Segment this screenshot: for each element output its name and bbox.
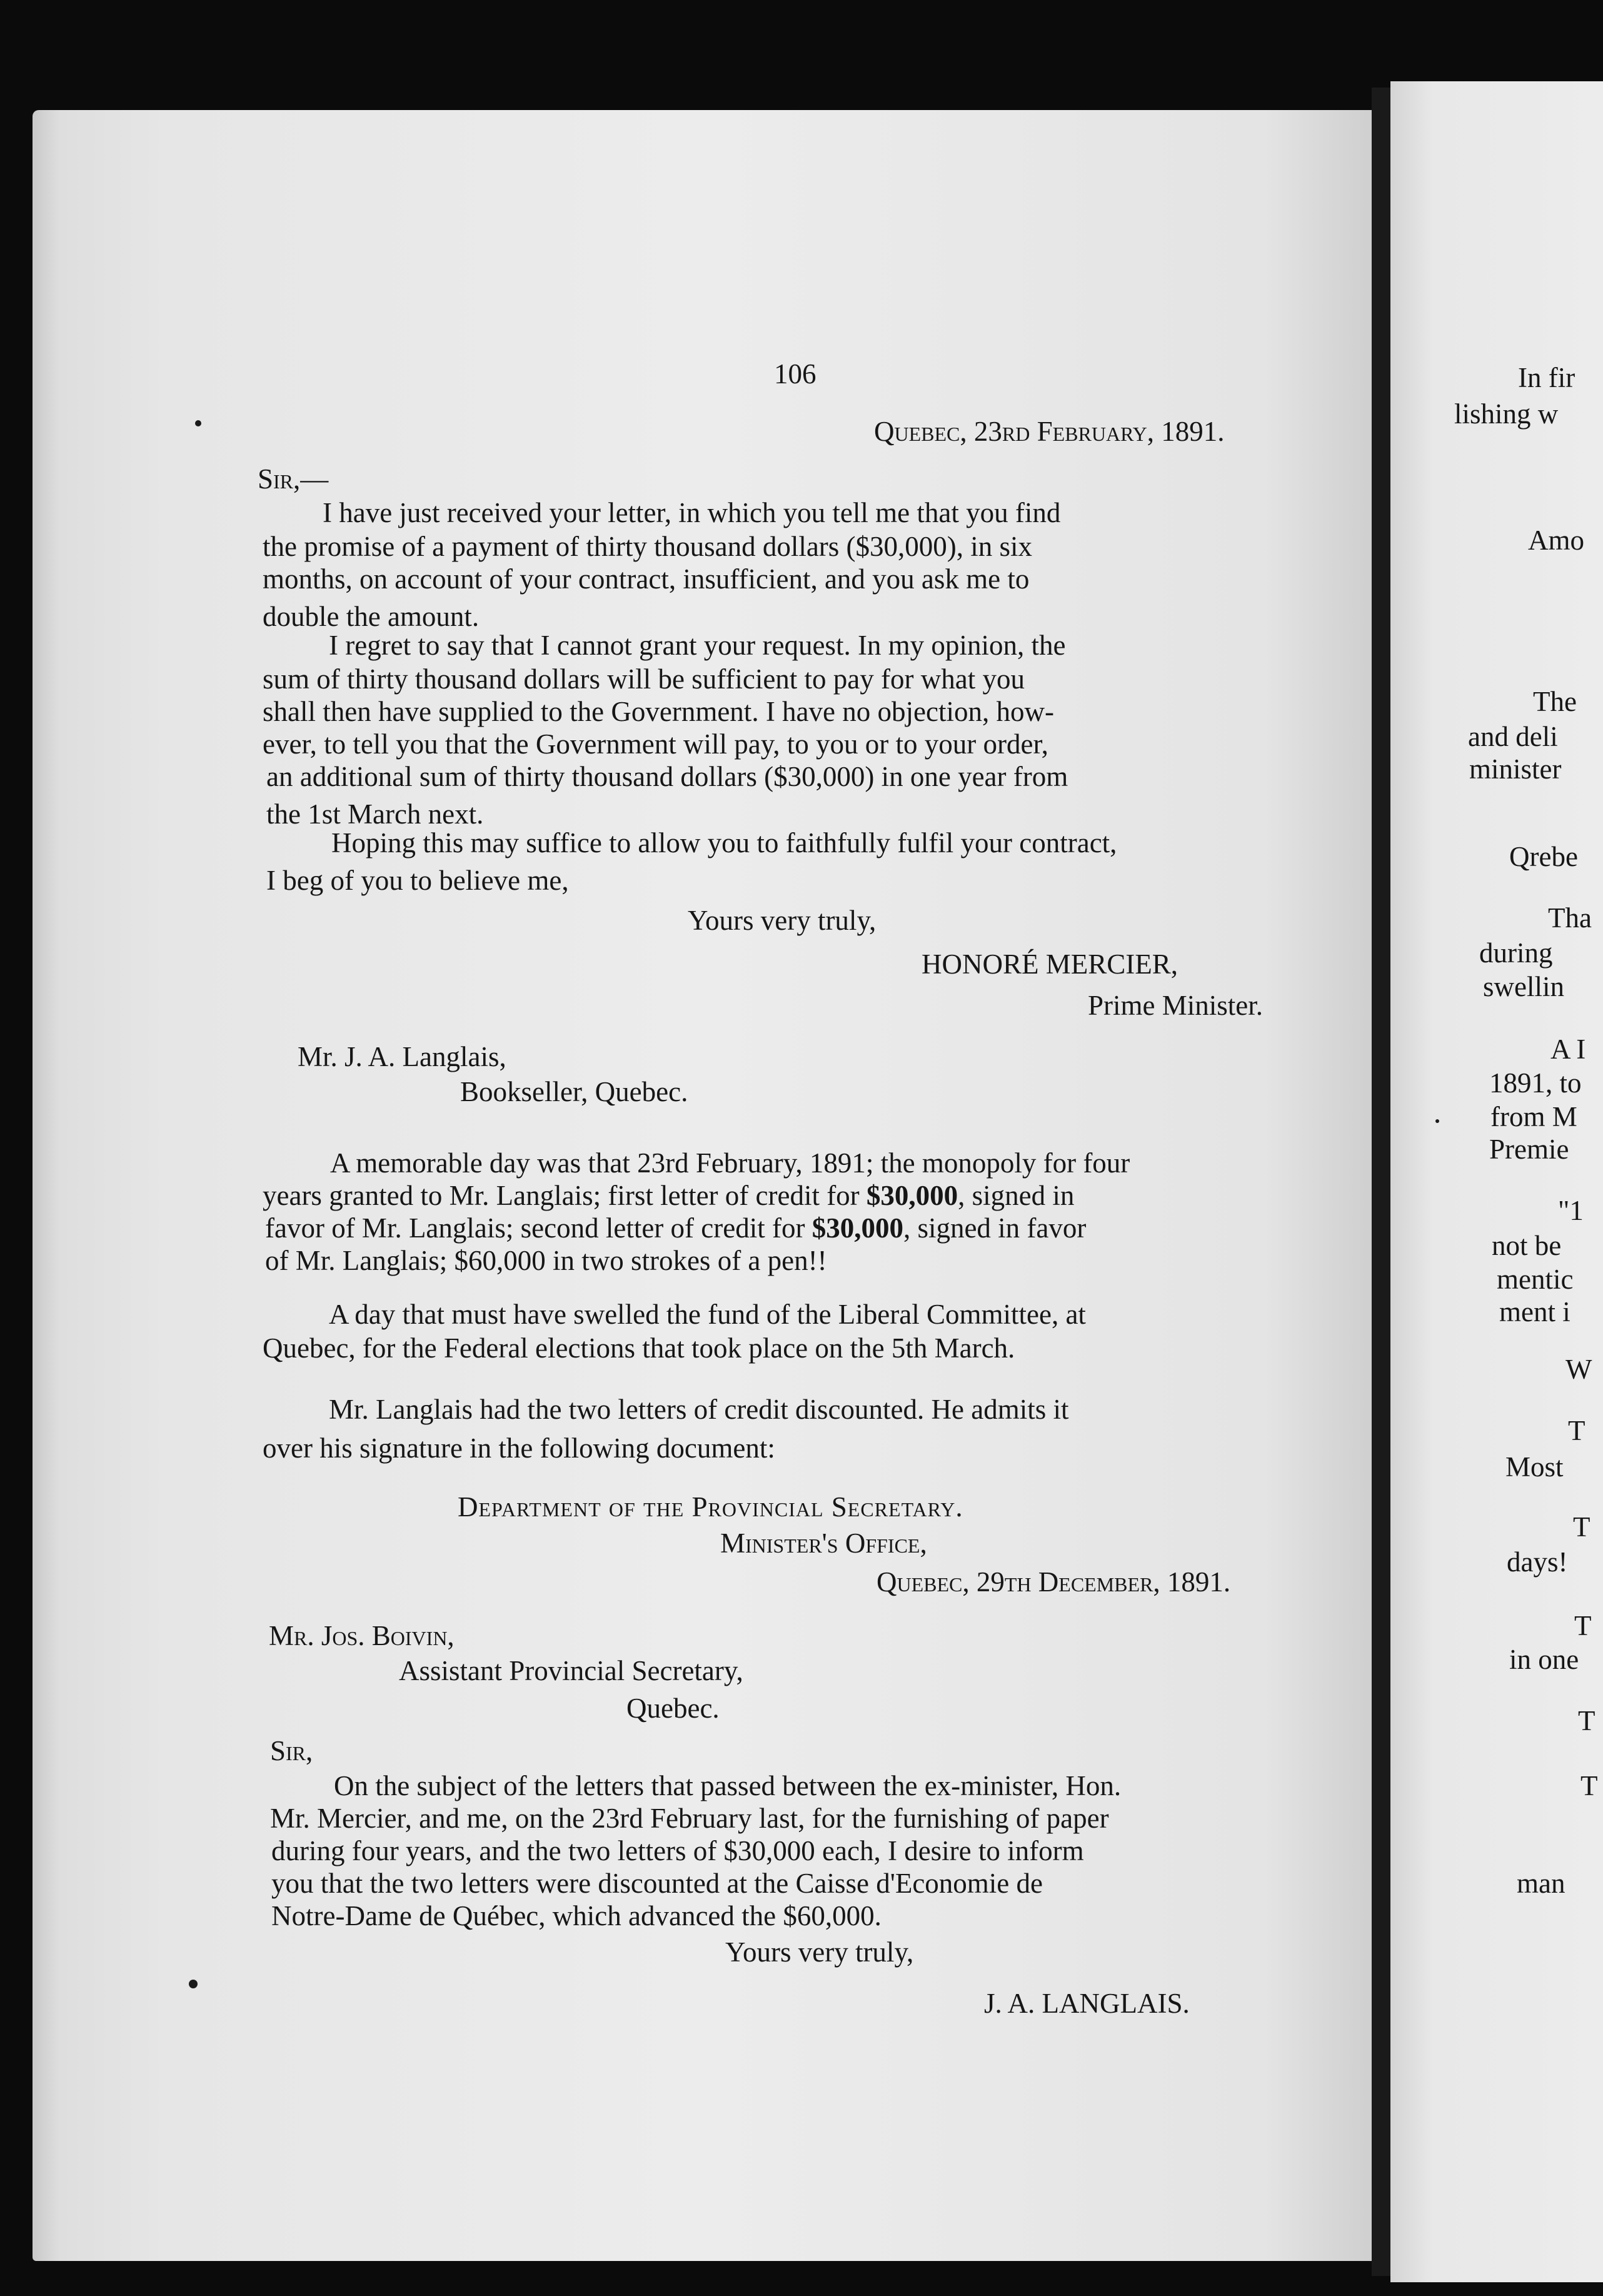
facing-page-fragment: Most — [1505, 1451, 1564, 1483]
facing-page-fragment: "1 — [1558, 1195, 1584, 1226]
facing-page-fragment: days! — [1507, 1546, 1568, 1578]
letter1-signature: HONORÉ MERCIER, — [922, 949, 1178, 980]
letter1-line: an additional sum of thirty thousand dollars ($30,000) in one year from — [266, 761, 1068, 792]
facing-page-fragment: The — [1533, 686, 1577, 717]
facing-page-fragment: Tha — [1548, 902, 1592, 934]
paragraph1-line — [265, 1214, 1086, 1242]
letter2-office-header: Minister's Office, — [720, 1528, 927, 1559]
paragraph1-line — [263, 1182, 1074, 1210]
letter1-line: ever, to tell you that the Government will pay, to you or to your order, — [263, 728, 1048, 760]
letter2-addressee-name: Mr. Jos. Boivin, — [269, 1620, 455, 1651]
facing-page-fragment: Qrebe — [1509, 841, 1578, 872]
facing-page-fragment: W — [1565, 1354, 1592, 1385]
letter1-line: sum of thirty thousand dollars will be sufficient to pay for what you — [263, 663, 1025, 695]
facing-page-fragment: Premie — [1489, 1134, 1569, 1165]
facing-page-fragment: in one — [1509, 1644, 1579, 1675]
letter2-signature: J. A. LANGLAIS. — [984, 1988, 1190, 2019]
letter1-line: Hoping this may suffice to allow you to faithfully fulfil your contract, — [331, 827, 1117, 858]
paragraph1-line: of Mr. Langlais; $60,000 in two strokes of a pen!! — [265, 1245, 827, 1276]
facing-page-fragment: T — [1578, 1705, 1595, 1736]
letter1-closing: Yours very truly, — [688, 905, 877, 936]
letter1-line: I beg of you to believe me, — [266, 865, 569, 896]
letter1-line: double the amount. — [263, 601, 480, 632]
paragraph1-text: , signed in favor — [903, 1212, 1087, 1244]
letter1-dateline: Quebec, 23rd February, 1891. — [874, 416, 1225, 447]
letter1-line: I regret to say that I cannot grant your request. In my opinion, the — [329, 630, 1066, 661]
letter2-line: during four years, and the two letters of $30,000 each, I desire to inform — [271, 1835, 1084, 1866]
letter2-addressee-city: Quebec. — [626, 1693, 720, 1724]
facing-page-fragment: T — [1573, 1511, 1590, 1543]
facing-page-fragment: man — [1517, 1868, 1565, 1899]
letter2-line: Notre-Dame de Québec, which advanced the $60,000. — [271, 1900, 882, 1931]
letter1-line: the promise of a payment of thirty thousand dollars ($30,000), in six — [263, 531, 1033, 562]
facing-page-fragment: In fir — [1518, 362, 1575, 393]
facing-page-fragment: during — [1479, 937, 1553, 969]
paragraph1-text: years granted to Mr. Langlais; first letter of credit for — [263, 1180, 867, 1211]
facing-page-fragment: 1891, to — [1489, 1067, 1582, 1099]
letter1-salutation: Sir,— — [258, 463, 329, 495]
letter1-line: shall then have supplied to the Government. I have no objection, how- — [263, 696, 1054, 727]
letter1-line: months, on account of your contract, insufficient, and you ask me to — [263, 563, 1030, 595]
facing-page-fragment: Amo — [1528, 525, 1584, 556]
facing-page-fragment: and deli — [1468, 721, 1558, 752]
scan-speck — [189, 1980, 198, 1988]
letter1-line: I have just received your letter, in which you tell me that you find — [323, 497, 1061, 528]
paragraph2-line: A day that must have swelled the fund of the Liberal Committee, at — [329, 1299, 1086, 1330]
facing-page-fragment: A I — [1550, 1034, 1586, 1065]
credit-amount: $30,000 — [812, 1212, 903, 1244]
paragraph3-line: over his signature in the following document: — [263, 1432, 775, 1464]
letter2-salutation: Sir, — [270, 1735, 313, 1766]
paragraph3-line: Mr. Langlais had the two letters of credit discounted. He admits it — [329, 1394, 1069, 1425]
letter2-addressee-title: Assistant Provincial Secretary, — [399, 1655, 743, 1686]
facing-page-fragment: T — [1580, 1770, 1598, 1801]
scan-speck — [195, 420, 201, 426]
facing-page-fragment: ment i — [1499, 1296, 1570, 1327]
letter1-line: the 1st March next. — [266, 798, 484, 830]
facing-page-fragment: lishing w — [1454, 398, 1559, 430]
facing-page-fragment: mentic — [1497, 1264, 1574, 1295]
paragraph2-line: Quebec, for the Federal elections that took place on the 5th March. — [263, 1332, 1015, 1364]
credit-amount: $30,000 — [866, 1180, 958, 1211]
letter2-department-header: Department of the Provincial Secretary. — [458, 1491, 963, 1523]
letter2-closing: Yours very truly, — [725, 1936, 914, 1968]
facing-page-fragment: minister — [1469, 753, 1562, 785]
paragraph1-line: A memorable day was that 23rd February, 1891; the monopoly for four — [330, 1147, 1130, 1179]
letter1-signature-title: Prime Minister. — [1088, 990, 1263, 1021]
letter2-line: On the subject of the letters that passed between the ex-minister, Hon. — [334, 1770, 1122, 1801]
scan-speck — [1435, 1119, 1439, 1123]
paragraph1-text: favor of Mr. Langlais; second letter of credit for — [265, 1212, 812, 1244]
letter1-addressee-detail: Bookseller, Quebec. — [460, 1076, 688, 1107]
letter2-dateline: Quebec, 29th December, 1891. — [877, 1566, 1231, 1598]
facing-page-fragment: not be — [1492, 1230, 1562, 1261]
letter2-line: you that the two letters were discounted at the Caisse d'Economie de — [271, 1868, 1043, 1899]
page-number: 106 — [774, 358, 817, 390]
facing-page-fragment: T — [1568, 1415, 1585, 1446]
paragraph1-text: , signed in — [958, 1180, 1075, 1211]
letter1-addressee-name: Mr. J. A. Langlais, — [298, 1041, 506, 1072]
letter2-line: Mr. Mercier, and me, on the 23rd February last, for the furnishing of paper — [270, 1803, 1109, 1834]
facing-page-fragment: swellin — [1483, 971, 1564, 1002]
facing-page-fragment: T — [1574, 1610, 1592, 1641]
book-gutter — [1372, 88, 1390, 2276]
facing-page-fragment: from M — [1490, 1101, 1577, 1132]
